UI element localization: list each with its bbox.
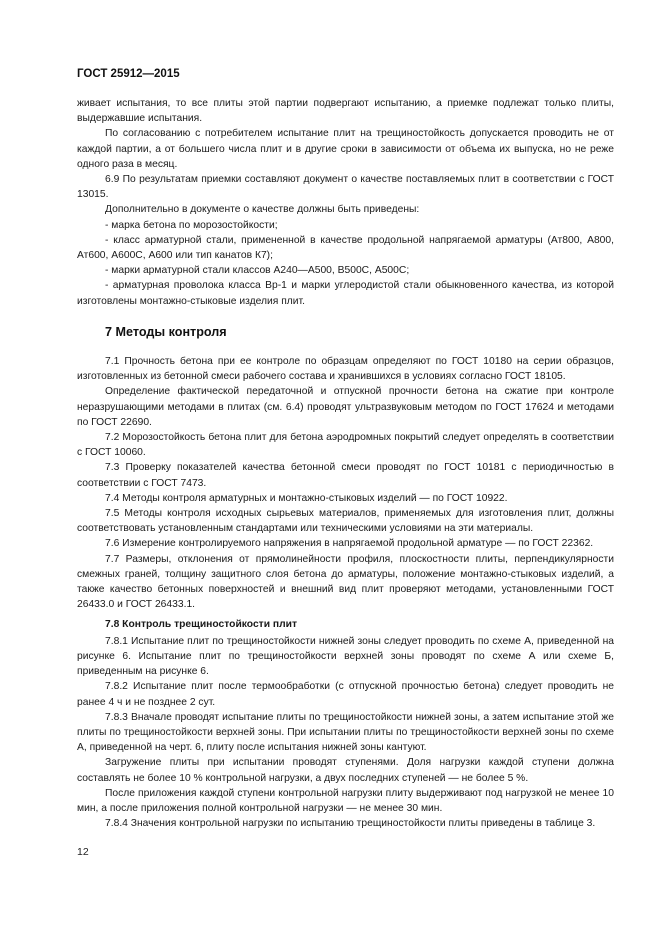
paragraph: 6.9 По результатам приемки составляют документ о качестве поставляемых плит в соответствии с ГОСТ 13015.: [77, 174, 614, 201]
list-item: - арматурная проволока класса Вр-1 и марки углеродистой стали обыкновенного качества, из которой изготовлены монтажно-стыковые изделия плит.: [77, 280, 614, 307]
paragraph: 7.2 Морозостойкость бетона плит для бетона аэродромных покрытий следует определять в соответствии с ГОСТ 10060.: [77, 432, 614, 459]
paragraph: 7.8.4 Значения контрольной нагрузки по испытанию трещиностойкости плиты приведены в таблице 3.: [105, 818, 596, 830]
list-item: - класс арматурной стали, примененной в качестве продольной напрягаемой арматуры (Ат800, А800, Ат600, А600С, А600 или тип канатов К7);: [77, 234, 614, 262]
list-item: - марки арматурной стали классов А240—А500, В500С, А500С;: [105, 265, 410, 277]
paragraph: 7.7 Размеры, отклонения от прямолинейности профиля, плоскостности плиты, перпендикулярности смежных граней, толщину защитного слоя бетона до арматуры, положение монтажно-стыковых изделий, а также качество бетонных поверхностей и внешний вид плит проверяют методами, установленными ГОСТ 26433.0 и ГОСТ 26433.1.: [77, 553, 614, 611]
paragraph: 7.5 Методы контроля исходных сырьевых материалов, применяемых для изготовления плит, должны соответствовать установленным стандартами или техническими условиями на эти материалы.: [77, 508, 614, 535]
paragraph: Дополнительно в документе о качестве должны быть приведены:: [105, 204, 420, 216]
paragraph: живает испытания, то все плиты этой партии подвергают испытанию, а приемке подлежат только плиты, выдержавшие испытания.: [77, 98, 614, 125]
section-paragraphs: [77, 354, 614, 612]
paragraph: По согласованию с потребителем испытание плит на трещиностойкость допускается проводить не от каждой партии, а от большего числа плит и в другие сроки в зависимости от объема их выпуска, но не реже одного раза в месяц.: [77, 128, 614, 170]
paragraph: 7.8.2 Испытание плит после термообработки (с отпускной прочностью бетона) следует проводить не ранее 4 ч и не позднее 2 сут.: [77, 681, 614, 708]
paragraph: 7.6 Измерение контролируемого напряжения в напрягаемой продольной арматуре — по ГОСТ 22362.: [105, 538, 594, 550]
paragraph: 7.8.3 Вначале проводят испытание плиты по трещиностойкости нижней зоны, а затем испытание этой же плиты по трещиностойкости верхней зоны. При испытании плиты по трещиностойкости верхней зоны по схеме А, приведенной на черт. 6, плиту после испытания нижней зоны кантуют.: [77, 711, 614, 754]
paragraph: После приложения каждой ступени контрольной нагрузки плиту выдерживают под нагрузкой не менее 10 мин, а после приложения полной контрольной нагрузки — не менее 30 мин.: [77, 787, 614, 814]
paragraph: Загружение плиты при испытании проводят ступенями. Доля нагрузки каждой ступени должна составлять не более 10 % контрольной нагрузки, а двух последних ступеней — не более 5 %.: [77, 757, 614, 784]
page-number: 12: [77, 846, 89, 858]
paragraph: 7.4 Методы контроля арматурных и монтажно-стыковых изделий — по ГОСТ 10922.: [105, 492, 508, 504]
paragraph: 7.3 Проверку показателей качества бетонной смеси проводят по ГОСТ 10181 с периодичностью в соответствии с ГОСТ 7473.: [77, 462, 614, 489]
paragraph: 7.1 Прочность бетона при ее контроле по образцам определяют по ГОСТ 10180 на серии образцов, изготовленных из бетонной смеси рабочего состава и хранившихся в условиях согласно ГОСТ 18105.: [77, 356, 614, 383]
section-title: 7 Методы контроля: [105, 324, 227, 339]
document-body: [77, 96, 614, 831]
list-item: - марка бетона по морозостойкости;: [105, 219, 278, 231]
top-paragraphs: [77, 96, 614, 309]
document-header: ГОСТ 25912—2015: [77, 68, 180, 80]
paragraph: Определение фактической передаточной и отпускной прочности бетона на сжатие при контроле неразрушающими методами в плитах (см. 6.4) проводят ультразвуковым методом по ГОСТ 17624 и методами по ГОСТ 22690.: [77, 386, 614, 428]
subsection-paragraphs: [77, 634, 614, 832]
subsection-title: 7.8 Контроль трещиностойкости плит: [105, 618, 298, 630]
paragraph: 7.8.1 Испытание плит по трещиностойкости нижней зоны следует проводить по схеме А, приведенной на рисунке 6. Испытание плит по трещиностойкости верхней зоны проводят по схеме А или схеме Б, приведенным на рисунке 6.: [77, 635, 614, 678]
